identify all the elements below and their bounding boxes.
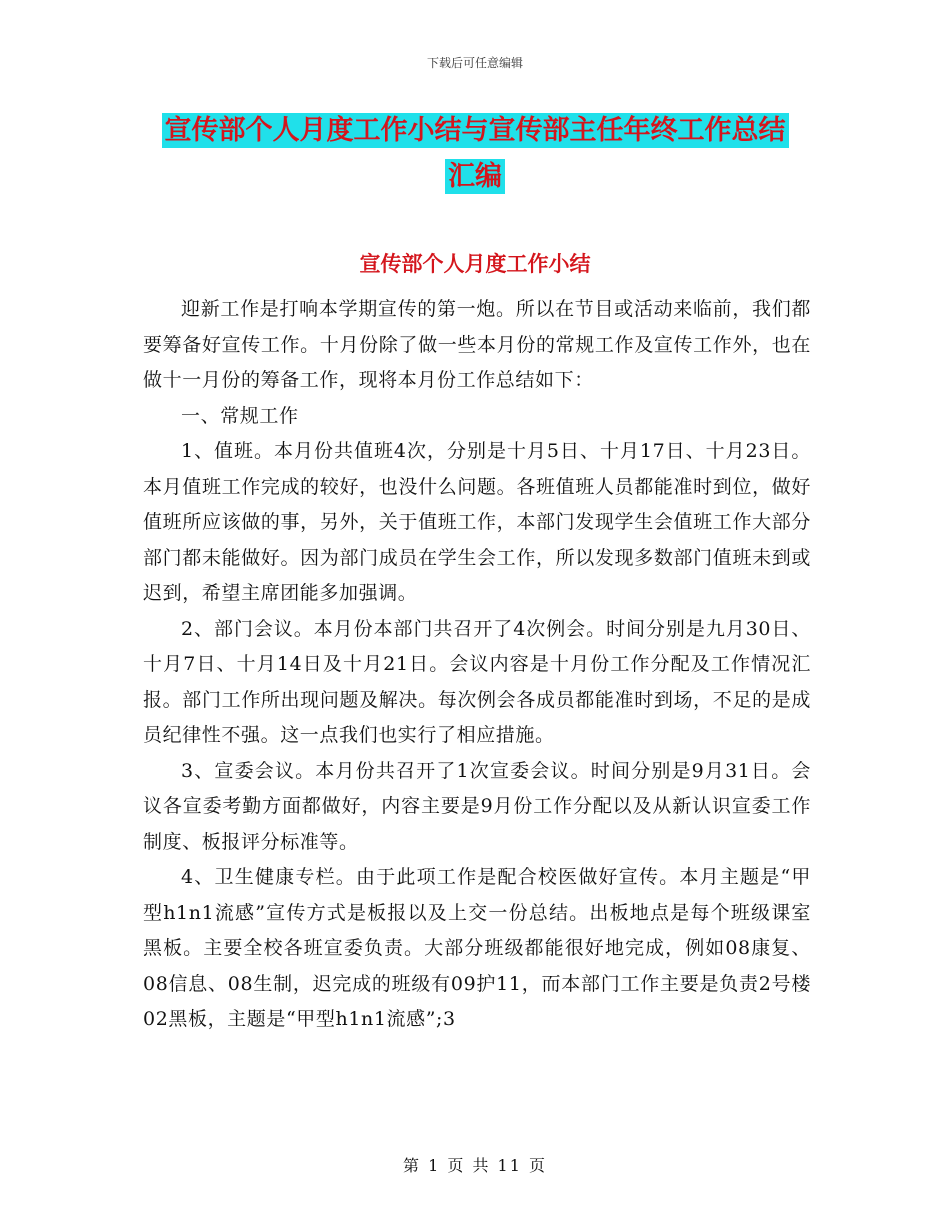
- title-line-2: [0, 154, 950, 200]
- paragraph-health-column: 4、卫生健康专栏。由于此项工作是配合校医做好宣传。本月主题是“甲型h1n1流感”宣传方式是板报以及上交一份总结。出板地点是每个班级课室黑板。主要全校各班宣委负责。大部分班级都能很好地完成，例如08康复、08信息、08生制，迟完成的班级有09护11，而本部门工作主要是负责2号楼02黑板，主题是“甲型h1n1流感”;3: [143, 866, 811, 1030]
- paragraph-intro: 迎新工作是打响本学期宣传的第一炮。所以在节目或活动来临前，我们都要筹备好宣传工作。十月份除了做一些本月份的常规工作及宣传工作外，也在做十一月份的筹备工作，现将本月份工作总结如下：: [143, 298, 811, 391]
- title-line-2-text: 汇编: [445, 159, 505, 194]
- section-title: 宣传部个人月度工作小结: [359, 252, 591, 276]
- paragraph-heading-routine: 一、常规工作: [181, 404, 299, 427]
- paragraph-committee: 3、宣委会议。本月份共召开了1次宣委会议。时间分别是9月31日。会议各宣委考勤方面都做好，内容主要是9月份工作分配以及从新认识宣委工作制度、板报评分标准等。: [143, 759, 811, 853]
- header-note: 下载后可任意编辑: [426, 56, 523, 70]
- paragraph-meetings: 2、部门会议。本月份本部门共召开了4次例会。时间分别是九月30日、十月7日、十月14日及十月21日。会议内容是十月份工作分配及工作情况汇报。部门工作所出现问题及解决。每次例会各成员都能准时到场，不足的是成员纪律性不强。这一点我们也实行了相应措施。: [143, 617, 811, 746]
- paragraph-duty: 1、值班。本月份共值班4次，分别是十月5日、十月17日、十月23日。本月值班工作完成的较好，也没什么问题。各班值班人员都能准时到位，做好值班所应该做的事，另外，关于值班工作，本部门发现学生会值班工作大部分部门都未能做好。因为部门成员在学生会工作，所以发现多数部门值班未到或迟到，希望主席团能多加强调。: [143, 440, 811, 604]
- body-text: [143, 292, 811, 1038]
- title-line-1: [0, 108, 950, 154]
- page-footer: 第 1 页 共 11 页: [403, 1156, 547, 1175]
- title-line-1-text: 宣传部个人月度工作小结与宣传部主任年终工作总结: [162, 113, 789, 148]
- document-title: [0, 108, 950, 200]
